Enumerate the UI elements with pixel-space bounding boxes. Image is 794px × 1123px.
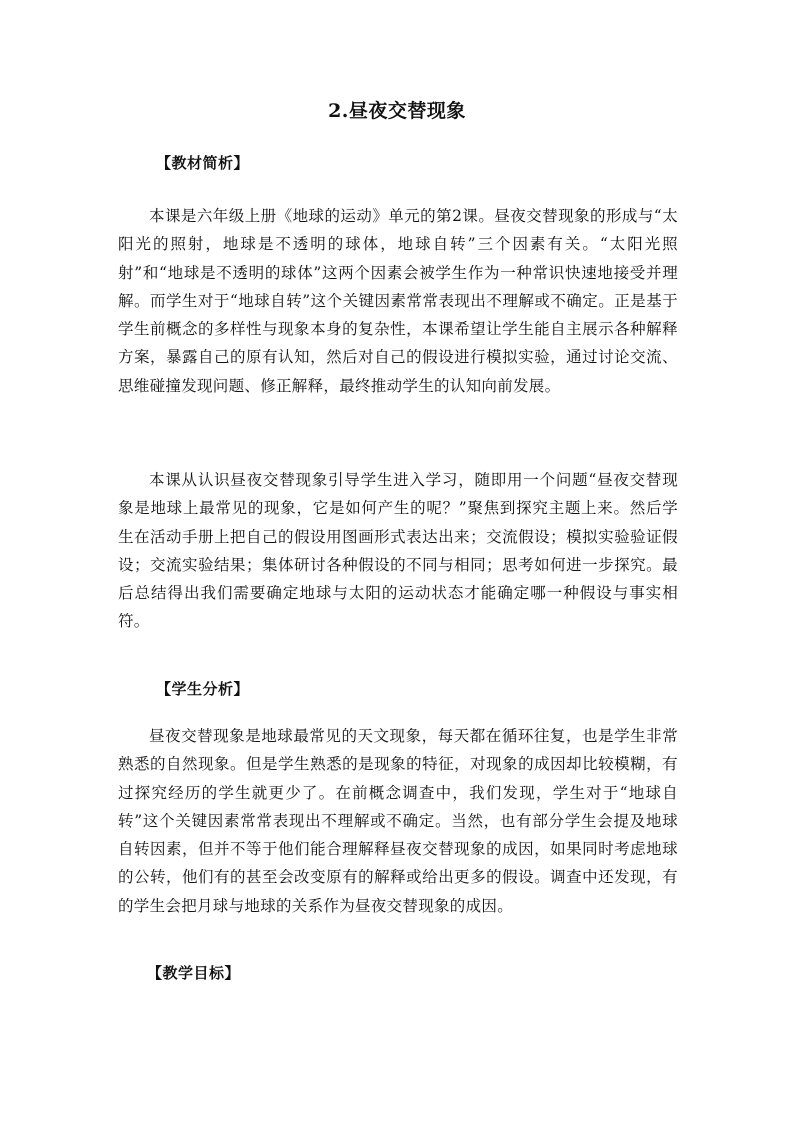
section-heading-textbook-analysis: 【教材简析】 [156, 154, 250, 172]
section-heading-teaching-objectives: 【教学目标】 [147, 964, 241, 982]
section-heading-student-analysis: 【学生分析】 [156, 680, 250, 698]
page-title: 2.昼夜交替现象 [328, 100, 466, 122]
paragraph-student-analysis: 昼夜交替现象是地球最常见的天文现象，每天都在循环往复，也是学生非常熟悉的自然现象。但是学生熟悉的是现象的特征，对现象的成因却比较模糊，有过探究经历的学生就更少了。在前概念调查中，我们发现，学生对于“地球自转”这个关键因素常常表现出不理解或不确定。当然，也有部分学生会提及地球自转因素，但并不等于他们能合理解释昼夜交替现象的成因，如果同时考虑地球的公转，他们有的甚至会改变原有的解释或给出更多的假设。调查中还发现，有的学生会把月球与地球的关系作为昼夜交替现象的成因。 [118, 727, 678, 915]
paragraph-textbook-analysis-1: 本课是六年级上册《地球的运动》单元的第2课。昼夜交替现象的形成与“太阳光的照射，地球是不透明的球体，地球自转”三个因素有关。“太阳光照射”和“地球是不透明的球体”这两个因素会被学生作为一种常识快速地接受并理解。而学生对于“地球自转”这个关键因素常常表现出不理解或不确定。正是基于学生前概念的多样性与现象本身的复杂性，本课希望让学生能自主展示各种解释方案，暴露自己的原有认知，然后对自己的假设进行模拟实验，通过讨论交流、思维碰撞发现问题、修正解释，最终推动学生的认知向前发展。 [118, 207, 678, 395]
paragraph-textbook-analysis-2: 本课从认识昼夜交替现象引导学生进入学习，随即用一个问题“昼夜交替现象是地球上最常见的现象，它是如何产生的呢？”聚焦到探究主题上来。然后学生在活动手册上把自己的假设用图画形式表达出来；交流假设；模拟实验验证假设；交流实验结果；集体研讨各种假设的不同与相同；思考如何进一步探究。最后总结得出我们需要确定地球与太阳的运动状态才能确定哪一种假设与事实相符。 [118, 471, 678, 631]
